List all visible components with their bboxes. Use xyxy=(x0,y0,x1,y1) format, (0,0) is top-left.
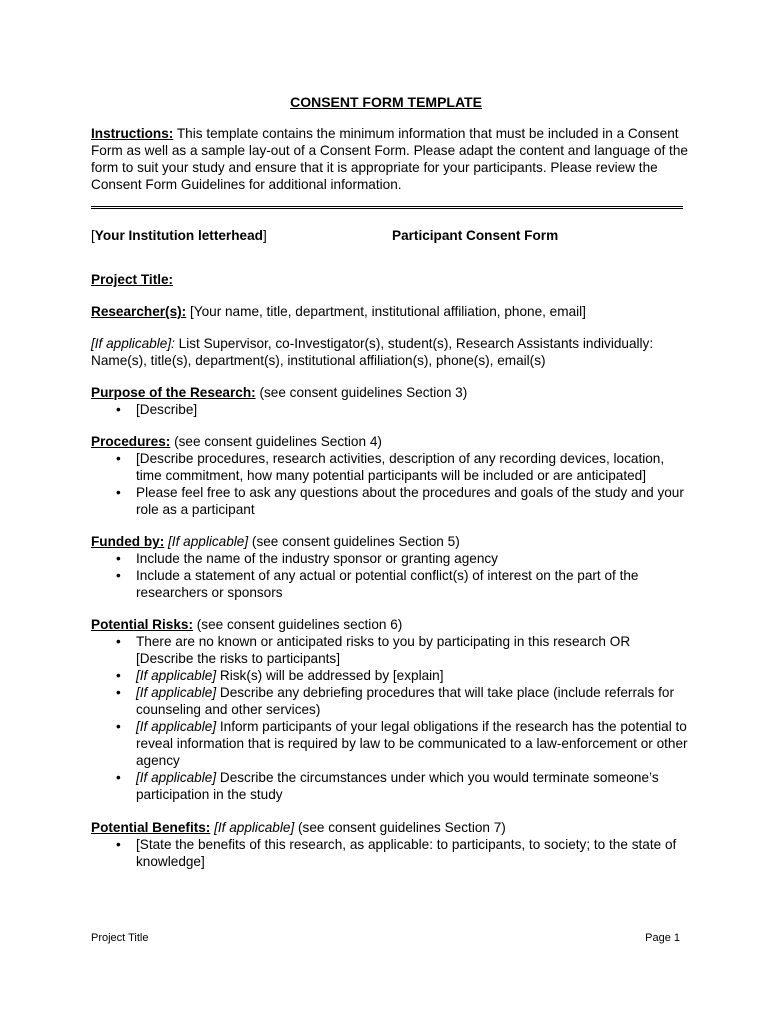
list-item xyxy=(91,450,691,484)
list-item-text: [State the benefits of this research, as applicable: to participants, to society; to the state of knowledge] xyxy=(136,837,677,869)
list-item-text: Risk(s) will be addressed by [explain] xyxy=(216,668,444,683)
funded-list xyxy=(91,550,691,601)
project-title-heading: Project Title: xyxy=(91,272,174,287)
risks-list xyxy=(91,633,691,803)
procedures-section xyxy=(91,433,691,518)
letterhead-placeholder: [Your Institution letterhead] xyxy=(91,228,267,243)
list-item-text: [Describe procedures, research activities, description of any recording devices, location, time commitment, how many potential participants will be included or are anticipated] xyxy=(136,451,665,483)
risks-section xyxy=(91,616,691,803)
footer-page-number: Page 1 xyxy=(645,932,680,944)
other-personnel-paragraph: [If applicable]: List Supervisor, co-Investigator(s), student(s), Research Assistants individually: Name(s), title(s), department(s), institutional affiliation(s), phone(s), email(s) xyxy=(91,336,654,368)
list-item xyxy=(91,567,691,601)
list-item xyxy=(91,667,691,684)
list-item-text: Include a statement of any actual or potential conflict(s) of interest on the part of the researchers or sponsors xyxy=(136,568,639,600)
list-item-text: Describe the circumstances under which you would terminate someone’s participation in the study xyxy=(136,770,659,802)
list-item-text: There are no known or anticipated risks to you by participating in this research OR [Describe the risks to participants] xyxy=(136,634,631,666)
list-item-text: [Describe] xyxy=(136,402,198,417)
list-item xyxy=(91,769,691,803)
funded-heading: Funded by: [If applicable] (see consent guidelines Section 5) xyxy=(91,534,460,549)
list-item xyxy=(91,718,691,769)
researchers-paragraph xyxy=(91,303,691,320)
list-item xyxy=(91,550,691,567)
list-item-text: Describe any debriefing procedures that will take place (include referrals for counseling and other services) xyxy=(136,685,674,717)
document-title: CONSENT FORM TEMPLATE xyxy=(290,94,482,110)
list-item-qualifier: [If applicable] xyxy=(136,668,217,683)
instructions-label: Instructions: xyxy=(91,126,174,141)
instructions-text: This template contains the minimum information that must be included in a Consent Form as well as a sample lay-out of a Consent Form. Please adapt the content and language of the form to suit your study and ensure that it is appropriate for your participants. Please review the Consent Form Guidelines for additional information. xyxy=(91,126,688,192)
footer-project-title: Project Title xyxy=(91,932,149,944)
list-item-text: Please feel free to ask any questions about the procedures and goals of the study and your role as a participant xyxy=(136,485,684,517)
purpose-list xyxy=(91,401,691,418)
list-item xyxy=(91,836,691,870)
list-item-qualifier: [If applicable] xyxy=(136,685,217,700)
list-item-text: Inform participants of your legal obligations if the research has the potential to reveal information that is required by law to be communicated to a law-enforcement or other agency xyxy=(136,719,688,768)
procedures-heading: Procedures: (see consent guidelines Section 4) xyxy=(91,434,382,449)
researchers-text: [Your name, title, department, institutional affiliation, phone, email] xyxy=(186,304,586,319)
list-item xyxy=(91,401,691,418)
list-item-text: Include the name of the industry sponsor or granting agency xyxy=(136,551,498,566)
benefits-heading: Potential Benefits: [If applicable] (see consent guidelines Section 7) xyxy=(91,820,506,835)
benefits-list xyxy=(91,836,691,870)
list-item-qualifier: [If applicable] xyxy=(136,719,217,734)
double-divider xyxy=(91,206,683,209)
purpose-heading: Purpose of the Research: (see consent guidelines Section 3) xyxy=(91,385,468,400)
purpose-section xyxy=(91,384,691,418)
form-name: Participant Consent Form xyxy=(392,228,559,243)
researchers-label: Researcher(s): xyxy=(91,304,187,319)
list-item-qualifier: [If applicable] xyxy=(136,770,217,785)
letterhead-label: Your Institution letterhead xyxy=(94,228,263,243)
benefits-section xyxy=(91,819,691,870)
letterhead-row xyxy=(91,227,691,244)
instructions-paragraph xyxy=(91,125,691,193)
procedures-list xyxy=(91,450,691,518)
funded-section xyxy=(91,533,691,601)
document-body xyxy=(91,94,691,885)
list-item xyxy=(91,633,691,667)
risks-heading: Potential Risks: (see consent guidelines section 6) xyxy=(91,617,403,632)
list-item xyxy=(91,684,691,718)
list-item xyxy=(91,484,691,518)
